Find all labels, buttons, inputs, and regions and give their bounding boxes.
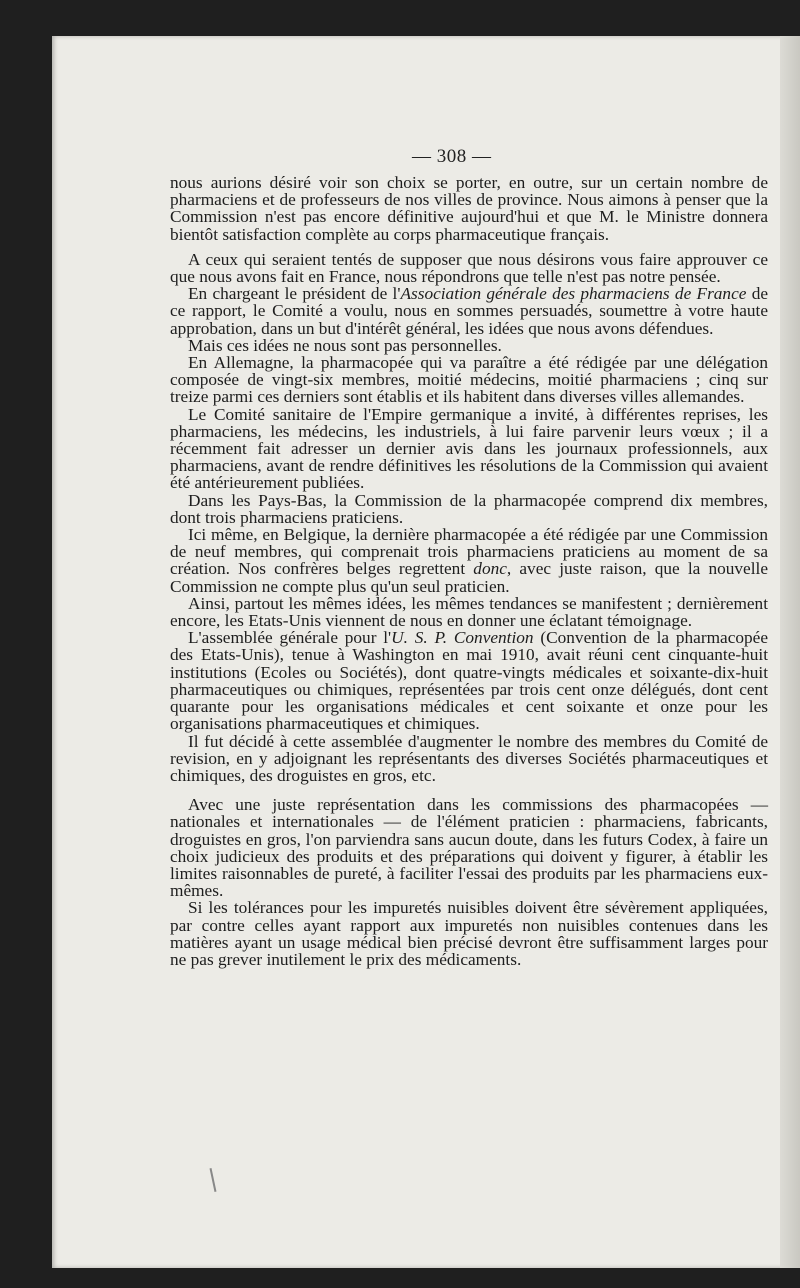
text-run: Dans les Pays-Bas, la Commission de la pharmacopée comprend dix membres, dont trois pharmaciens praticiens. (170, 490, 768, 527)
italic-text: Association générale des pharmaciens de France (400, 284, 747, 304)
text-run: L'assemblée générale pour l' (188, 628, 392, 648)
italic-text: U. S. P. Convention (391, 628, 534, 648)
italic-text: donc (473, 559, 507, 579)
paragraph (170, 285, 768, 337)
text-run: Mais ces idées ne nous sont pas personnelles. (188, 335, 502, 355)
paragraph (170, 733, 768, 785)
text-run: (Convention de la pharmacopée des Etats-Unis), tenue à Washington en mai 1910, avait réuni cent cinquante-huit institutions (Ecoles ou Sociétés), dont quatre-vingts médicales et soixante-dix-huit pharmaceutiques ou chimiques, représentées par trois cent onze délégués, dont cent quarante pour les organisations médicales et cent soixante et onze pour les organisations pharmaceutiques et chimiques. (170, 628, 768, 734)
paragraph (170, 595, 768, 629)
paragraph (170, 629, 768, 732)
text-run: Avec une juste représentation dans les commissions des pharmacopées — nationales et internationales — de l'élément praticien : pharmaciens, fabricants, droguistes en gros, l'on parviendra sans aucun doute, dans les futurs Codex, à faire un choix judicieux des produits et des préparations qui doivent y figurer, à établir les limites raisonnables de pureté, à faciliter l'essai des produits par les pharmaciens eux-mêmes. (170, 795, 768, 901)
paragraph (170, 526, 768, 595)
text-run: Si les tolérances pour les impuretés nuisibles doivent être sévèrement appliquées, par contre celles ayant rapport aux impuretés non nuisibles contenues dans les matières ayant un usage médical bien précisé devront être suffisamment larges pour ne pas grever inutilement le prix des médicaments. (170, 898, 768, 969)
text-run: En chargeant le président de l' (188, 284, 401, 304)
text-run: de ce rapport, le Comité a voulu, nous en sommes persuadés, soumettre à votre haute approbation, dans un but d'intérêt général, les idées que nous avons défendues. (170, 284, 769, 338)
text-run: Ainsi, partout les mêmes idées, les mêmes tendances se manifestent ; dernièrement encore, les Etats-Unis viennent de nous en donner une éclatant témoignage. (170, 593, 768, 631)
text-run: nous aurions désiré voir son choix se porter, en outre, sur un certain nombre de pharmaciens et de professeurs de nos villes de province. Nous aimons à penser que la Commission n'est pas encore définitive aujourd'hui et que M. le Ministre donnera bientôt satisfaction complète au corps pharmaceutique français. (170, 173, 768, 244)
text-run: En Allemagne, la pharmacopée qui va paraître a été rédigée par une délégation composée de vingt-six membres, moitié médecins, moitié pharmaciens ; cinq sur treize parmi ces derniers sont établis et ils habitent dans diverses villes allemandes. (170, 353, 768, 407)
paragraph (170, 174, 768, 243)
text-run: Le Comité sanitaire de l'Empire germanique a invité, à différentes reprises, les pharmaciens, les médecins, les industriels, à lui faire parvenir leurs vœux ; il a récemment fait adresser un dernier avis dans les journaux professionnels, aux pharmaciens, avant de rendre définitives les résolutions de la Commission qui avaient été antérieurement publiées. (170, 404, 768, 493)
paragraph (170, 796, 768, 899)
paragraph (170, 406, 768, 492)
text-run: Ici même, en Belgique, la dernière pharmacopée a été rédigée par une Commission de neuf membres, qui comprenait trois pharmaciens praticiens au moment de sa création. Nos confrères belges regrettent (170, 525, 768, 579)
page-edge (780, 36, 800, 1268)
paragraph (170, 251, 768, 285)
paragraph (170, 337, 768, 354)
paragraph (170, 899, 768, 968)
paragraph (170, 492, 768, 526)
text-run: , avec juste raison, que la nouvelle Commission ne compte plus qu'un seul praticien. (170, 559, 768, 596)
paragraph (170, 354, 768, 406)
body-text (170, 174, 768, 968)
page-number: — 308 — (412, 146, 492, 167)
text-run: A ceux qui seraient tentés de supposer que nous désirons vous faire approuver ce que nous avons fait en France, nous répondrons que telle n'est pas notre pensée. (170, 249, 768, 287)
text-run: Il fut décidé à cette assemblée d'augmenter le nombre des membres du Comité de revision, en y adjoignant les représentants des diverses Sociétés pharmaceutiques et chimiques, des droguistes en gros, etc. (170, 731, 768, 785)
